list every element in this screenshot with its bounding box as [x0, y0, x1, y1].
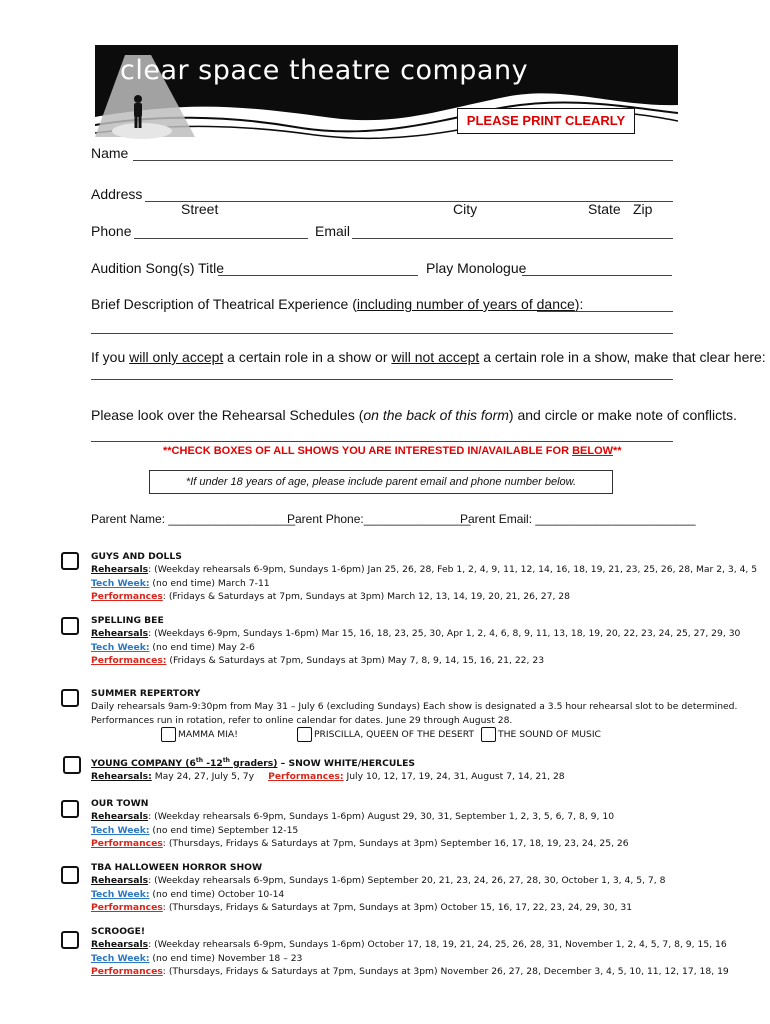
show-title: SUMMER REPERTORY — [91, 688, 201, 699]
monologue-label: Play Monologue — [426, 260, 527, 276]
checkbox-summer-repertory[interactable] — [61, 689, 79, 707]
checkbox-our-town[interactable] — [61, 800, 79, 818]
show-spelling-bee: SPELLING BEE Rehearsals: (Weekdays 6-9pm, Sundays 1-6pm) Mar 15, 16, 18, 23, 25, 30, Apr 1, 2, 4, 6, 8, 9, 11, 13, 18, 19, 20, 22, 23, 24, 25, 27, 29, 30 Tech Week: (no end time) May 2-6 Performances: (Fridays & Saturdays at 7pm, Sundays at 3pm) May 7, 8, 9, 14, 15, 16, 21, 22, 23 — [91, 615, 741, 666]
parent-email-field[interactable]: Parent Email: ________________________ — [460, 512, 696, 526]
email-label: Email — [315, 223, 351, 239]
checkbox-scrooge[interactable] — [61, 931, 79, 949]
print-clearly-notice: PLEASE PRINT CLEARLY — [457, 108, 635, 134]
checkbox-guys-and-dolls[interactable] — [61, 552, 79, 570]
phone-label: Phone — [91, 223, 132, 239]
checkbox-tba-halloween[interactable] — [61, 866, 79, 884]
show-guys-and-dolls: GUYS AND DOLLS Rehearsals: (Weekday rehearsals 6-9pm, Sundays 1-6pm) Jan 25, 26, 28, Feb 1, 2, 4, 9, 11, 12, 14, 16, 18, 19, 21, 23, 25, 26, 28, Mar 2, 3, 4, 5 Tech Week: (no end time) March 7-11 Performances: (Fridays & Saturdays at 7pm, Sundays at 3pm) March 12, 13, 14, 19, 20, 21, 26, 27, 28 — [91, 551, 758, 602]
checkbox-young-company[interactable] — [63, 756, 81, 774]
company-name: clear space theatre company — [120, 55, 529, 86]
show-title: SCROOGE! — [91, 926, 146, 937]
state-label: State — [588, 201, 621, 217]
checkbox-sound-of-music[interactable] — [481, 727, 496, 742]
show-title: TBA HALLOWEEN HORROR SHOW — [91, 862, 263, 873]
phone-field[interactable] — [134, 238, 308, 239]
experience-field[interactable] — [537, 311, 673, 312]
city-label: City — [453, 201, 478, 217]
option-sound-of-music: THE SOUND OF MUSIC — [498, 729, 601, 740]
show-title: OUR TOWN — [91, 798, 149, 809]
role-preference-label: If you will only accept a certain role in a show or will not accept a certain role in a show, make that clear here: — [91, 349, 766, 365]
name-label: Name — [91, 145, 129, 161]
zip-label: Zip — [633, 201, 653, 217]
show-our-town: OUR TOWN Rehearsals: (Weekday rehearsals 6-9pm, Sundays 1-6pm) August 29, 30, 31, September 1, 2, 3, 5, 6, 7, 8, 9, 10 Tech Week: (no end time) September 12-15 Performances: (Thursdays, Fridays & Saturdays at 7pm, Sundays at 3pm) September 16, 17, 18, 19, 23, 24, 25, 26 — [91, 798, 629, 849]
show-title: SPELLING BEE — [91, 615, 164, 626]
audition-song-label: Audition Song(s) Title — [91, 260, 225, 276]
address-label: Address — [91, 186, 143, 202]
show-title: GUYS AND DOLLS — [91, 551, 182, 562]
show-summer-repertory: SUMMER REPERTORY Daily rehearsals 9am-9:30pm from May 31 – July 6 (excluding Sundays) Each show is designated a 3.5 hour rehearsal slot to be determined. Performances run in rotation, refer to online calendar for dates. June 29 through August 28. — [91, 688, 738, 726]
checkbox-spelling-bee[interactable] — [61, 617, 79, 635]
option-mamma-mia: MAMMA MIA! — [178, 729, 238, 740]
audition-song-field[interactable] — [218, 275, 418, 276]
experience-label: Brief Description of Theatrical Experience (including number of years of dance): — [91, 296, 584, 312]
parent-name-field[interactable]: Parent Name: ___________________ — [91, 512, 296, 526]
checkbox-priscilla[interactable] — [297, 727, 312, 742]
name-field[interactable] — [133, 160, 673, 161]
show-young-company: YOUNG COMPANY (6th -12th graders) – SNOW WHITE/HERCULES Rehearsals: May 24, 27, July 5, 7y Performances: July 10, 12, 17, 19, 24, 31, August 7, 14, 21, 28 — [91, 757, 565, 783]
email-field[interactable] — [352, 238, 673, 239]
option-priscilla: PRISCILLA, QUEEN OF THE DESERT — [314, 729, 475, 740]
parent-phone-field[interactable]: Parent Phone:________________ — [287, 512, 471, 526]
check-boxes-instruction: **CHECK BOXES OF ALL SHOWS YOU ARE INTERESTED IN/AVAILABLE FOR BELOW** — [163, 445, 622, 457]
monologue-field[interactable] — [522, 275, 672, 276]
show-scrooge: SCROOGE! Rehearsals: (Weekday rehearsals 6-9pm, Sundays 1-6pm) October 17, 18, 19, 21, 24, 25, 26, 28, 31, November 1, 2, 4, 5, 7, 8, 9, 15, 16 Tech Week: (no end time) November 18 – 23 Performances: (Thursdays, Fridays & Saturdays at 7pm, Sundays at 3pm) November 26, 27, 28, December 3, 4, 5, 10, 11, 12, 17, 18, 19 — [91, 926, 729, 977]
rehearsal-conflicts-label: Please look over the Rehearsal Schedules (on the back of this form) and circle or make note of conflicts. — [91, 407, 737, 423]
conflicts-field[interactable] — [91, 441, 673, 442]
checkbox-mamma-mia[interactable] — [161, 727, 176, 742]
under-18-note: *If under 18 years of age, please include parent email and phone number below. — [149, 470, 613, 494]
experience-field-line2[interactable] — [91, 333, 673, 334]
street-label: Street — [181, 201, 219, 217]
show-tba-halloween: TBA HALLOWEEN HORROR SHOW Rehearsals: (Weekday rehearsals 6-9pm, Sundays 1-6pm) September 20, 21, 23, 24, 26, 27, 28, 30, October 1, 3, 4, 5, 7, 8 Tech Week: (no end time) October 10-14 Performances: (Thursdays, Fridays & Saturdays at 7pm, Sundays at 3pm) October 15, 16, 17, 22, 23, 24, 29, 30, 31 — [91, 862, 666, 913]
role-preference-field[interactable] — [91, 379, 673, 380]
